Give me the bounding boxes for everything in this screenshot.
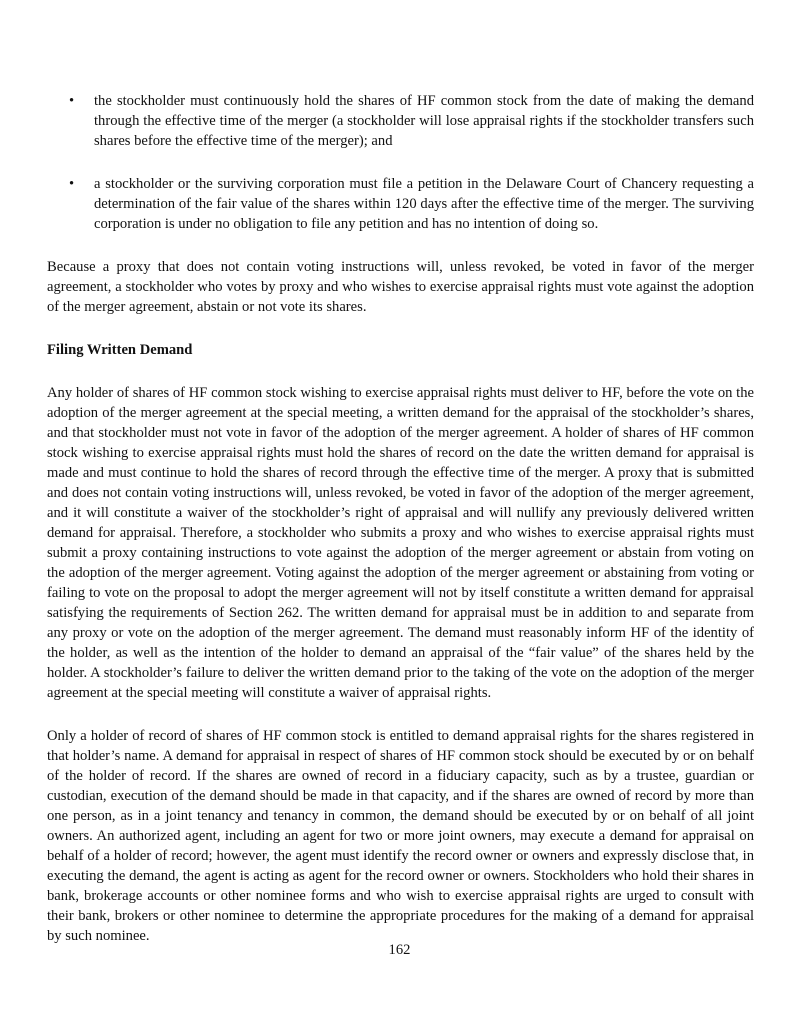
bullet-text: the stockholder must continuously hold the shares of HF common stock from the date of making the demand through the effective time of the merger (a stockholder will lose appraisal rights if the stockholder transfers such shares before the effective time of the merger); and bbox=[94, 93, 754, 149]
bullet-item bbox=[47, 174, 754, 234]
paragraph-proxy: Because a proxy that does not contain voting instructions will, unless revoked, be voted in favor of the merger agreement, a stockholder who votes by proxy and who wishes to exercise appraisal rights must vote against the adoption of the merger agreement, abstain or not vote its shares. bbox=[47, 259, 754, 315]
bullet-icon: • bbox=[69, 93, 75, 109]
section-heading: Filing Written Demand bbox=[47, 342, 193, 358]
paragraph-demand: Any holder of shares of HF common stock wishing to exercise appraisal rights must deliver to HF, before the vote on the adoption of the merger agreement at the special meeting, a written demand for the appraisal of the stockholder’s shares, and that stockholder must not vote in favor of the adoption of the merger agreement. A holder of shares of HF common stock wishing to exercise appraisal rights must hold the shares of record on the date the written demand for appraisal is made and must continue to hold the shares of record through the effective time of the merger. A proxy that is submitted and does not contain voting instructions will, unless revoked, be voted in favor of the adoption of the merger agreement, and it will constitute a waiver of the stockholder’s right of appraisal and will nullify any previously delivered written demand for appraisal. Therefore, a stockholder who submits a proxy and who wishes to exercise appraisal rights must submit a proxy containing instructions to vote against the adoption of the merger agreement or abstain from voting on the adoption of the merger agreement. Voting against the adoption of the merger agreement or abstaining from voting or failing to vote on the proposal to adopt the merger agreement will not by itself constitute a written demand for appraisal satisfying the requirements of Section 262. The written demand for appraisal must be in addition to and separate from any proxy or vote on the adoption of the merger agreement. The demand must reasonably inform HF of the identity of the holder, as well as the intention of the holder to demand an appraisal of the “fair value” of the shares held by the holder. A stockholder’s failure to deliver the written demand prior to the taking of the vote on the adoption of the merger agreement at the special meeting will constitute a waiver of appraisal rights. bbox=[47, 385, 754, 701]
page-number: 162 bbox=[388, 942, 411, 958]
bullet-icon: • bbox=[69, 176, 75, 192]
paragraph-record-holder: Only a holder of record of shares of HF common stock is entitled to demand appraisal rights for the shares registered in that holder’s name. A demand for appraisal in respect of shares of HF common stock should be executed by or on behalf of the holder of record. If the shares are owned of record in a fiduciary capacity, such as by a trustee, guardian or custodian, execution of the demand should be made in that capacity, and if the shares are owned of record by more than one person, as in a joint tenancy and tenancy in common, the demand should be executed by or on behalf of all joint owners. An authorized agent, including an agent for two or more joint owners, may execute a demand for appraisal on behalf of a holder of record; however, the agent must identify the record owner or owners and expressly disclose that, in executing the demand, the agent is acting as agent for the record owner or owners. Stockholders who hold their shares in bank, brokerage accounts or other nominee forms and who wish to exercise appraisal rights are urged to consult with their bank, brokers or other nominee to determine the appropriate procedures for the making of a demand for appraisal by such nominee. bbox=[47, 728, 754, 944]
bullet-text: a stockholder or the surviving corporation must file a petition in the Delaware Court of Chancery requesting a determination of the fair value of the shares within 120 days after the effective time of the merger. The surviving corporation is under no obligation to file any petition and has no intention of doing so. bbox=[94, 176, 754, 232]
document-body bbox=[47, 91, 754, 969]
bullet-item bbox=[47, 91, 754, 151]
